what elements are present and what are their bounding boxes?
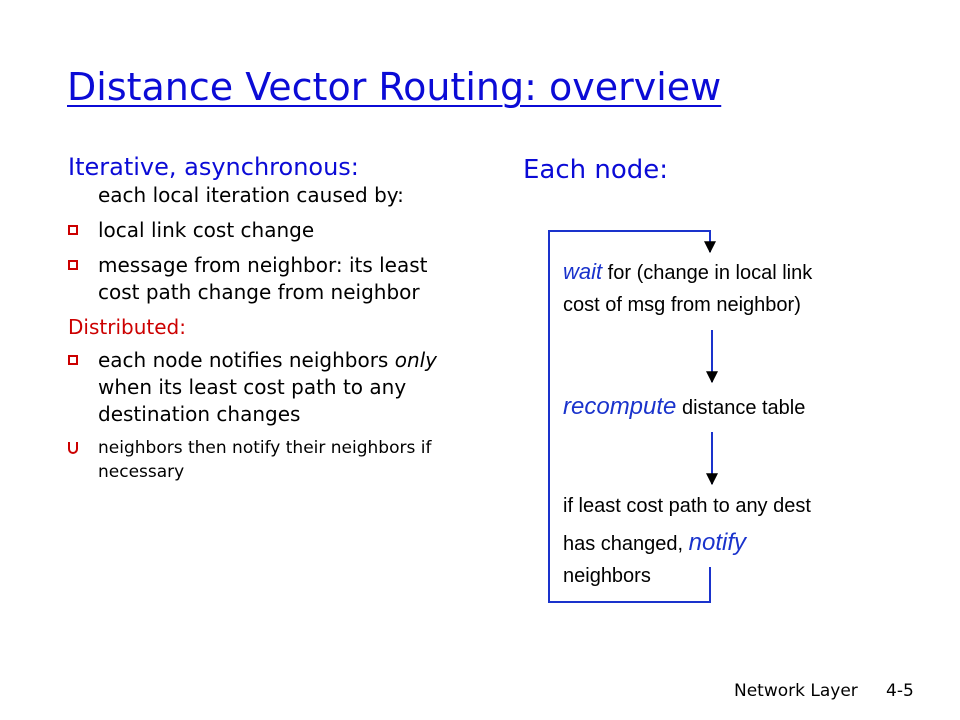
keyword-notify: notify bbox=[688, 529, 747, 556]
step-wait-line1 bbox=[563, 259, 812, 286]
sub-bullet-text: neighbors then notify their neighbors if necessary bbox=[98, 438, 432, 482]
step-notify-line1: if least cost path to any dest bbox=[563, 495, 811, 517]
square-bullet-icon bbox=[68, 355, 78, 365]
step-notify-line3: neighbors bbox=[563, 565, 651, 587]
step-wait-line2: cost of msg from neighbor) bbox=[563, 294, 801, 316]
step-recompute bbox=[563, 393, 805, 422]
square-bullet-icon bbox=[68, 225, 78, 235]
distributed-heading: Distributed: bbox=[68, 315, 186, 339]
footer-chapter: Network Layer bbox=[734, 681, 858, 701]
left-column bbox=[68, 152, 468, 484]
iterative-heading: Iterative, asynchronous: bbox=[68, 153, 359, 181]
each-node-heading: Each node: bbox=[523, 155, 669, 185]
bullet-text-after: when its least cost path to any destination changes bbox=[98, 375, 407, 426]
step-recompute-text: distance table bbox=[676, 397, 806, 419]
iterative-bullet-list bbox=[68, 217, 468, 306]
footer-page-number: 4-5 bbox=[886, 681, 914, 701]
list-item bbox=[68, 252, 468, 306]
step-notify-text: has changed, bbox=[563, 533, 689, 555]
list-item bbox=[68, 436, 468, 484]
distributed-bullet-list bbox=[68, 347, 468, 484]
bullet-text: local link cost change bbox=[98, 218, 315, 242]
slide-title: Distance Vector Routing: overview bbox=[67, 65, 722, 109]
bullet-text-before: each node notifies neighbors bbox=[98, 348, 395, 372]
iterative-subtext: each local iteration caused by: bbox=[98, 183, 404, 207]
cup-bullet-icon bbox=[68, 442, 78, 454]
step-wait-text: for (change in local link bbox=[602, 262, 813, 284]
bullet-text: message from neighbor: its least cost path change from neighbor bbox=[98, 253, 428, 304]
bullet-text-emphasis: only bbox=[394, 348, 438, 372]
keyword-wait: wait bbox=[563, 259, 603, 284]
keyword-recompute: recompute bbox=[563, 393, 677, 420]
step-notify-line2 bbox=[563, 528, 746, 559]
list-item bbox=[68, 347, 468, 428]
square-bullet-icon bbox=[68, 260, 78, 270]
list-item bbox=[68, 217, 468, 244]
